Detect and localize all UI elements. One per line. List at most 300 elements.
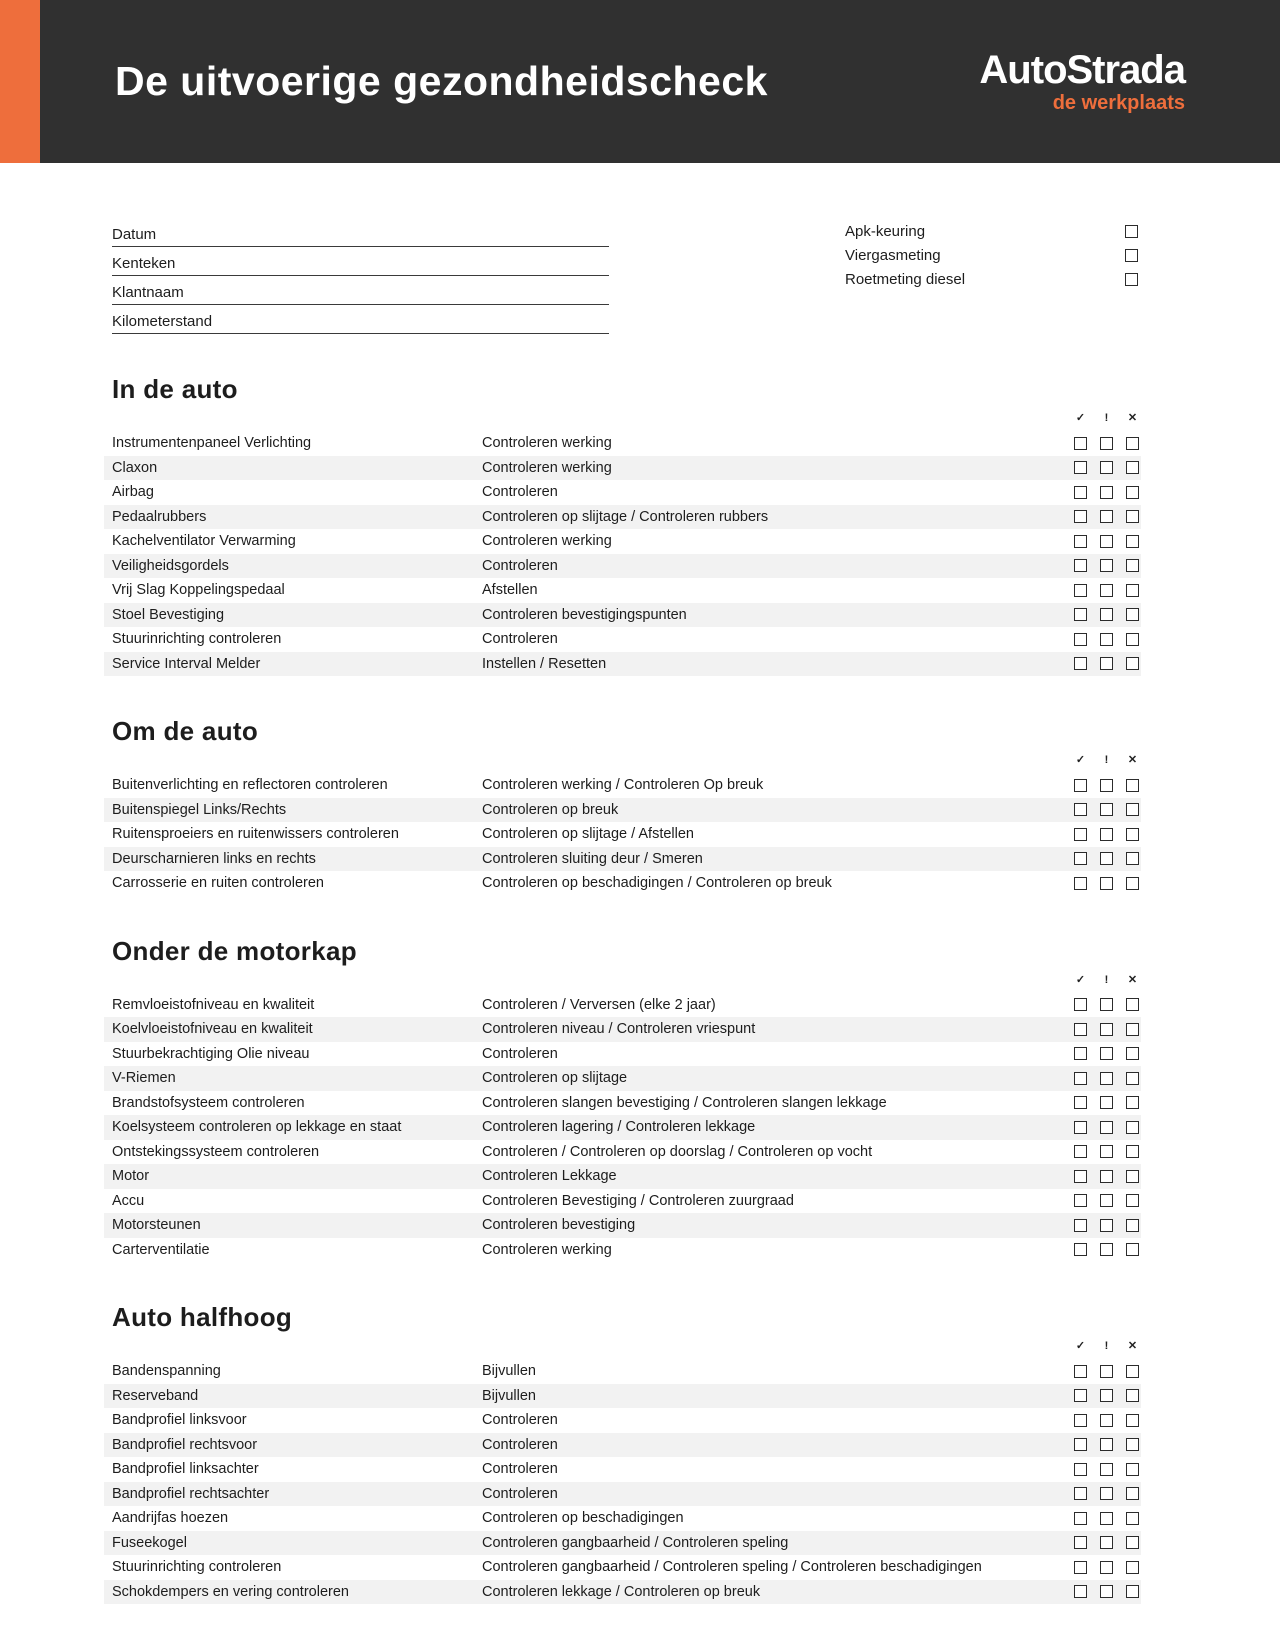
checkbox-warn[interactable] xyxy=(1100,608,1113,621)
checkbox-warn[interactable] xyxy=(1100,1243,1113,1256)
row-checkboxes xyxy=(1074,1121,1139,1134)
section xyxy=(104,1302,1141,1604)
checkbox-fail[interactable] xyxy=(1126,1047,1139,1060)
checkbox-fail[interactable] xyxy=(1126,1512,1139,1525)
form-field-label: Kenteken xyxy=(112,255,176,272)
column-header-icons xyxy=(104,1340,1141,1353)
row-action-label: Controleren werking xyxy=(482,533,612,550)
section-title: In de auto xyxy=(112,374,238,404)
row-action-label: Controleren xyxy=(482,484,558,501)
checkbox-ok[interactable] xyxy=(1074,852,1087,865)
exclamation-icon: ! xyxy=(1104,973,1109,986)
page-header xyxy=(0,0,1280,163)
checkbox-warn[interactable] xyxy=(1100,803,1113,816)
row-action-label: Controleren xyxy=(482,1461,558,1478)
row-checkboxes xyxy=(1074,877,1139,890)
header-bar xyxy=(40,0,1280,163)
checkbox-ok[interactable] xyxy=(1074,461,1087,474)
checkbox-fail[interactable] xyxy=(1126,608,1139,621)
row-checkboxes xyxy=(1074,1145,1139,1158)
checkbox-warn[interactable] xyxy=(1100,1023,1113,1036)
row-action-label: Controleren bevestiging xyxy=(482,1217,636,1234)
checkbox-ok[interactable] xyxy=(1074,1072,1087,1085)
row-item-label: Brandstofsysteem controleren xyxy=(112,1094,305,1111)
checkbox-fail[interactable] xyxy=(1126,877,1139,890)
checkbox-ok[interactable] xyxy=(1074,633,1087,646)
checkbox-fail[interactable] xyxy=(1126,486,1139,499)
table-row xyxy=(104,529,1141,554)
checkbox-ok[interactable] xyxy=(1074,1219,1087,1232)
row-item-label: Motorsteunen xyxy=(112,1217,201,1234)
checkbox-ok[interactable] xyxy=(1074,877,1087,890)
checkbox-warn[interactable] xyxy=(1100,1536,1113,1549)
checkbox-ok[interactable] xyxy=(1074,803,1087,816)
table-row xyxy=(104,1091,1141,1116)
row-item-label: Stuurinrichting controleren xyxy=(112,631,282,648)
row-action-label: Controleren sluiting deur / Smeren xyxy=(482,850,703,867)
table-row xyxy=(104,1457,1141,1482)
checkbox-warn[interactable] xyxy=(1100,877,1113,890)
checkbox-ok[interactable] xyxy=(1074,1487,1087,1500)
row-checkboxes xyxy=(1074,1512,1139,1525)
row-checkboxes xyxy=(1074,1023,1139,1036)
row-checkboxes xyxy=(1074,535,1139,548)
row-action-label: Bijvullen xyxy=(482,1387,536,1404)
checkbox-fail[interactable] xyxy=(1126,1389,1139,1402)
row-action-label: Controleren op slijtage xyxy=(482,1070,628,1087)
row-item-label: Service Interval Melder xyxy=(112,655,261,672)
checkbox-warn[interactable] xyxy=(1100,461,1113,474)
checkbox-ok[interactable] xyxy=(1074,1047,1087,1060)
inspection-row xyxy=(845,267,1141,291)
row-checkboxes xyxy=(1074,1047,1139,1060)
checkbox-ok[interactable] xyxy=(1074,1170,1087,1183)
checkbox-ok[interactable] xyxy=(1074,608,1087,621)
row-item-label: Buitenverlichting en reflectoren controleren xyxy=(112,777,388,794)
table-row xyxy=(104,1042,1141,1067)
row-action-label: Controleren xyxy=(482,631,558,648)
checkbox-fail[interactable] xyxy=(1126,1585,1139,1598)
checkbox-ok[interactable] xyxy=(1074,1536,1087,1549)
table-row xyxy=(104,1482,1141,1507)
row-checkboxes xyxy=(1074,486,1139,499)
row-action-label: Controleren op slijtage / Afstellen xyxy=(482,826,694,843)
row-checkboxes xyxy=(1074,633,1139,646)
row-item-label: Accu xyxy=(112,1192,145,1209)
row-action-label: Controleren xyxy=(482,557,558,574)
table-row xyxy=(104,798,1141,823)
row-action-label: Controleren gangbaarheid / Controleren speling / Controleren beschadigingen xyxy=(482,1559,982,1576)
row-checkboxes xyxy=(1074,584,1139,597)
row-checkboxes xyxy=(1074,1243,1139,1256)
checkbox-warn[interactable] xyxy=(1100,584,1113,597)
row-checkboxes xyxy=(1074,1389,1139,1402)
table-row xyxy=(104,1164,1141,1189)
row-checkboxes xyxy=(1074,461,1139,474)
checkbox-fail[interactable] xyxy=(1126,1145,1139,1158)
checkbox-ok[interactable] xyxy=(1074,828,1087,841)
row-item-label: Instrumentenpaneel Verlichting xyxy=(112,435,312,452)
checkbox-ok[interactable] xyxy=(1074,535,1087,548)
row-action-label: Controleren lagering / Controleren lekkage xyxy=(482,1119,756,1136)
row-item-label: V-Riemen xyxy=(112,1070,176,1087)
row-checkboxes xyxy=(1074,1072,1139,1085)
table-row xyxy=(104,603,1141,628)
table-row xyxy=(104,431,1141,456)
form-field-label: Kilometerstand xyxy=(112,313,213,330)
table-row xyxy=(104,456,1141,481)
row-action-label: Controleren op beschadigingen / Controleren op breuk xyxy=(482,875,832,892)
checkbox-fail[interactable] xyxy=(1126,461,1139,474)
table-row xyxy=(104,1433,1141,1458)
checkbox-warn[interactable] xyxy=(1100,1170,1113,1183)
table-row xyxy=(104,1555,1141,1580)
row-item-label: Carrosserie en ruiten controleren xyxy=(112,875,324,892)
exclamation-icon: ! xyxy=(1104,754,1109,766)
row-item-label: Remvloeistofniveau en kwaliteit xyxy=(112,996,315,1013)
row-item-label: Fuseekogel xyxy=(112,1534,187,1551)
table-row xyxy=(104,871,1141,896)
checkbox-warn[interactable] xyxy=(1100,1145,1113,1158)
column-header-icons xyxy=(104,754,1141,767)
checkbox-warn[interactable] xyxy=(1100,1463,1113,1476)
row-item-label: Motor xyxy=(112,1168,150,1185)
row-checkboxes xyxy=(1074,828,1139,841)
checkbox-ok[interactable] xyxy=(1074,1561,1087,1574)
checkbox-ok[interactable] xyxy=(1074,1389,1087,1402)
checkbox-fail[interactable] xyxy=(1126,1219,1139,1232)
checkbox-ok[interactable] xyxy=(1074,1145,1087,1158)
row-item-label: Bandprofiel linksachter xyxy=(112,1461,259,1478)
row-action-label: Controleren xyxy=(482,1412,558,1429)
checkbox-ok[interactable] xyxy=(1074,559,1087,572)
column-header-icons xyxy=(104,974,1141,987)
checkbox-warn[interactable] xyxy=(1100,998,1113,1011)
checkbox-ok[interactable] xyxy=(1074,998,1087,1011)
checkbox-fail[interactable] xyxy=(1126,852,1139,865)
row-checkboxes xyxy=(1074,1438,1139,1451)
row-checkboxes xyxy=(1074,1487,1139,1500)
row-checkboxes xyxy=(1074,998,1139,1011)
check-icon: ✓ xyxy=(1075,412,1086,424)
checkbox-ok[interactable] xyxy=(1074,510,1087,523)
checkbox-warn[interactable] xyxy=(1100,657,1113,670)
table-row xyxy=(104,1531,1141,1556)
row-item-label: Aandrijfas hoezen xyxy=(112,1510,229,1527)
row-action-label: Bijvullen xyxy=(482,1363,536,1380)
form-field-line[interactable] xyxy=(112,305,609,334)
checkbox[interactable] xyxy=(1125,273,1138,286)
row-action-label: Controleren xyxy=(482,1436,558,1453)
checkbox-fail[interactable] xyxy=(1126,1438,1139,1451)
checkbox-warn[interactable] xyxy=(1100,1072,1113,1085)
row-item-label: Pedaalrubbers xyxy=(112,508,207,525)
sections xyxy=(104,374,1141,1604)
table-row xyxy=(104,554,1141,579)
checkbox-fail[interactable] xyxy=(1126,803,1139,816)
checkbox-ok[interactable] xyxy=(1074,1096,1087,1109)
section-rows xyxy=(104,431,1141,676)
checkbox-warn[interactable] xyxy=(1100,1096,1113,1109)
row-checkboxes xyxy=(1074,437,1139,450)
checkbox-warn[interactable] xyxy=(1100,1487,1113,1500)
checkbox-fail[interactable] xyxy=(1126,559,1139,572)
row-action-label: Controleren xyxy=(482,1045,558,1062)
checkbox-warn[interactable] xyxy=(1100,437,1113,450)
table-row xyxy=(104,1359,1141,1384)
row-action-label: Controleren op slijtage / Controleren rubbers xyxy=(482,508,769,525)
table-row xyxy=(104,822,1141,847)
checkbox-fail[interactable] xyxy=(1126,779,1139,792)
checkbox-warn[interactable] xyxy=(1100,1512,1113,1525)
checkbox-warn[interactable] xyxy=(1100,510,1113,523)
checkbox-warn[interactable] xyxy=(1100,1438,1113,1451)
checkbox-ok[interactable] xyxy=(1074,486,1087,499)
row-item-label: Claxon xyxy=(112,459,158,476)
checkbox-ok[interactable] xyxy=(1074,1243,1087,1256)
inspection-row xyxy=(845,243,1141,267)
checkbox-ok[interactable] xyxy=(1074,1365,1087,1378)
checkbox-ok[interactable] xyxy=(1074,584,1087,597)
checkbox-fail[interactable] xyxy=(1126,1170,1139,1183)
row-checkboxes xyxy=(1074,510,1139,523)
checkbox-warn[interactable] xyxy=(1100,1194,1113,1207)
checkbox-warn[interactable] xyxy=(1100,535,1113,548)
brand-logo xyxy=(979,50,1185,113)
row-item-label: Schokdempers en vering controleren xyxy=(112,1583,349,1600)
checkbox-warn[interactable] xyxy=(1100,828,1113,841)
checkbox-ok[interactable] xyxy=(1074,1585,1087,1598)
form-field-line[interactable] xyxy=(112,247,609,276)
row-action-label: Controleren werking / Controleren Op breuk xyxy=(482,777,764,794)
inspection-checks xyxy=(845,219,1141,334)
checkbox-ok[interactable] xyxy=(1074,657,1087,670)
checkbox-fail[interactable] xyxy=(1126,1536,1139,1549)
row-checkboxes xyxy=(1074,1585,1139,1598)
exclamation-icon: ! xyxy=(1104,1340,1109,1352)
form-fields xyxy=(112,218,609,334)
row-item-label: Veiligheidsgordels xyxy=(112,557,229,574)
cross-icon: ✕ xyxy=(1127,412,1138,424)
checkbox-fail[interactable] xyxy=(1126,1463,1139,1476)
section xyxy=(104,936,1141,1263)
checkbox-ok[interactable] xyxy=(1074,1414,1087,1427)
row-item-label: Ruitensproeiers en ruitenwissers controleren xyxy=(112,826,399,843)
checkbox-fail[interactable] xyxy=(1126,828,1139,841)
row-action-label: Controleren gangbaarheid / Controleren speling xyxy=(482,1534,789,1551)
row-action-label: Controleren op breuk xyxy=(482,801,619,818)
checkbox-warn[interactable] xyxy=(1100,633,1113,646)
row-action-label: Controleren werking xyxy=(482,459,612,476)
checkbox-fail[interactable] xyxy=(1126,584,1139,597)
row-item-label: Bandprofiel linksvoor xyxy=(112,1412,247,1429)
table-row xyxy=(104,1115,1141,1140)
brand-name: AutoStrada xyxy=(979,48,1185,92)
accent-stripe xyxy=(0,0,40,163)
checkbox-warn[interactable] xyxy=(1100,1561,1113,1574)
row-checkboxes xyxy=(1074,1219,1139,1232)
checkbox-ok[interactable] xyxy=(1074,1512,1087,1525)
form-field-label: Datum xyxy=(112,226,157,243)
checkbox-fail[interactable] xyxy=(1126,1487,1139,1500)
check-icon: ✓ xyxy=(1075,754,1086,766)
row-item-label: Vrij Slag Koppelingspedaal xyxy=(112,582,285,599)
table-row xyxy=(104,1140,1141,1165)
inspection-label: Viergasmeting xyxy=(845,246,941,264)
row-item-label: Ontstekingssysteem controleren xyxy=(112,1143,320,1160)
table-row xyxy=(104,1384,1141,1409)
checkbox-ok[interactable] xyxy=(1074,779,1087,792)
checkbox-fail[interactable] xyxy=(1126,437,1139,450)
row-checkboxes xyxy=(1074,559,1139,572)
row-item-label: Stoel Bevestiging xyxy=(112,606,225,623)
row-checkboxes xyxy=(1074,657,1139,670)
checkbox-fail[interactable] xyxy=(1126,1365,1139,1378)
section-rows xyxy=(104,773,1141,896)
row-item-label: Kachelventilator Verwarming xyxy=(112,533,296,550)
table-row xyxy=(104,652,1141,677)
row-item-label: Stuurbekrachtiging Olie niveau xyxy=(112,1045,310,1062)
table-row xyxy=(104,480,1141,505)
checkbox[interactable] xyxy=(1125,225,1138,238)
row-checkboxes xyxy=(1074,1463,1139,1476)
checkbox-warn[interactable] xyxy=(1100,1121,1113,1134)
row-checkboxes xyxy=(1074,779,1139,792)
row-checkboxes xyxy=(1074,1414,1139,1427)
row-action-label: Controleren xyxy=(482,1485,558,1502)
row-checkboxes xyxy=(1074,852,1139,865)
table-row xyxy=(104,1238,1141,1263)
table-row xyxy=(104,1213,1141,1238)
section-rows xyxy=(104,1359,1141,1604)
checkbox-warn[interactable] xyxy=(1100,1219,1113,1232)
row-item-label: Carterventilatie xyxy=(112,1241,210,1258)
section-title: Onder de motorkap xyxy=(112,935,357,966)
row-checkboxes xyxy=(1074,1194,1139,1207)
checkbox-warn[interactable] xyxy=(1100,1585,1113,1598)
row-item-label: Bandprofiel rechtsvoor xyxy=(112,1436,258,1453)
row-action-label: Controleren werking xyxy=(482,1241,612,1258)
row-checkboxes xyxy=(1074,1536,1139,1549)
row-item-label: Bandenspanning xyxy=(112,1363,221,1380)
checkbox-fail[interactable] xyxy=(1126,1023,1139,1036)
checkbox-ok[interactable] xyxy=(1074,437,1087,450)
table-row xyxy=(104,1189,1141,1214)
checkbox-warn[interactable] xyxy=(1100,1389,1113,1402)
cross-icon: ✕ xyxy=(1127,754,1138,766)
row-action-label: Controleren slangen bevestiging / Controleren slangen lekkage xyxy=(482,1094,887,1111)
section-title: Om de auto xyxy=(112,716,259,746)
brand-tagline: de werkplaats xyxy=(1052,92,1185,114)
row-checkboxes xyxy=(1074,803,1139,816)
checkbox-ok[interactable] xyxy=(1074,1194,1087,1207)
checkbox-warn[interactable] xyxy=(1100,852,1113,865)
row-checkboxes xyxy=(1074,1365,1139,1378)
cross-icon: ✕ xyxy=(1127,1340,1138,1352)
table-row xyxy=(104,578,1141,603)
inspection-row xyxy=(845,219,1141,243)
check-icon: ✓ xyxy=(1075,1340,1086,1352)
checkbox-ok[interactable] xyxy=(1074,1121,1087,1134)
check-icon: ✓ xyxy=(1075,973,1086,986)
checkbox-fail[interactable] xyxy=(1126,1096,1139,1109)
checkbox-fail[interactable] xyxy=(1126,1243,1139,1256)
table-row xyxy=(104,627,1141,652)
row-item-label: Koelsysteem controleren op lekkage en staat xyxy=(112,1119,402,1136)
checkbox-warn[interactable] xyxy=(1100,486,1113,499)
section-rows xyxy=(104,993,1141,1263)
column-header-icons xyxy=(104,412,1141,425)
row-checkboxes xyxy=(1074,608,1139,621)
checkbox-ok[interactable] xyxy=(1074,1438,1087,1451)
row-checkboxes xyxy=(1074,1096,1139,1109)
checkbox-fail[interactable] xyxy=(1126,1194,1139,1207)
checkbox-fail[interactable] xyxy=(1126,1121,1139,1134)
table-row xyxy=(104,993,1141,1018)
row-item-label: Deurscharnieren links en rechts xyxy=(112,850,316,867)
form-field-line[interactable] xyxy=(112,218,609,247)
checkbox-warn[interactable] xyxy=(1100,1365,1113,1378)
row-checkboxes xyxy=(1074,1561,1139,1574)
checkbox-fail[interactable] xyxy=(1126,657,1139,670)
checkbox-warn[interactable] xyxy=(1100,1414,1113,1427)
checkbox[interactable] xyxy=(1125,249,1138,262)
table-row xyxy=(104,847,1141,872)
form-field-label: Klantnaam xyxy=(112,284,184,301)
form-field-line[interactable] xyxy=(112,276,609,305)
checkbox-fail[interactable] xyxy=(1126,998,1139,1011)
checkbox-ok[interactable] xyxy=(1074,1463,1087,1476)
checkbox-warn[interactable] xyxy=(1100,559,1113,572)
row-action-label: Controleren bevestigingspunten xyxy=(482,606,687,623)
checkbox-fail[interactable] xyxy=(1126,535,1139,548)
row-checkboxes xyxy=(1074,1170,1139,1183)
table-row xyxy=(104,505,1141,530)
checkbox-warn[interactable] xyxy=(1100,779,1113,792)
form-area xyxy=(104,218,1141,334)
row-item-label: Bandprofiel rechtsachter xyxy=(112,1485,270,1502)
row-action-label: Controleren / Controleren op doorslag / Controleren op vocht xyxy=(482,1143,873,1160)
inspection-label: Roetmeting diesel xyxy=(845,270,966,288)
row-action-label: Controleren Lekkage xyxy=(482,1168,617,1185)
row-action-label: Controleren lekkage / Controleren op breuk xyxy=(482,1583,761,1600)
checkbox-fail[interactable] xyxy=(1126,1414,1139,1427)
checkbox-fail[interactable] xyxy=(1126,1561,1139,1574)
table-row xyxy=(104,1066,1141,1091)
row-action-label: Controleren werking xyxy=(482,435,612,452)
table-row xyxy=(104,1506,1141,1531)
checkbox-warn[interactable] xyxy=(1100,1047,1113,1060)
table-row xyxy=(104,1580,1141,1605)
checkbox-fail[interactable] xyxy=(1126,510,1139,523)
cross-icon: ✕ xyxy=(1127,973,1138,986)
row-action-label: Controleren op beschadigingen xyxy=(482,1510,684,1527)
row-item-label: Airbag xyxy=(112,484,154,501)
table-row xyxy=(104,1408,1141,1433)
section-title: Auto halfhoog xyxy=(112,1302,293,1332)
checkbox-fail[interactable] xyxy=(1126,633,1139,646)
checkbox-fail[interactable] xyxy=(1126,1072,1139,1085)
table-row xyxy=(104,1017,1141,1042)
section xyxy=(104,716,1141,896)
section xyxy=(104,374,1141,676)
row-item-label: Reserveband xyxy=(112,1387,199,1404)
row-item-label: Buitenspiegel Links/Rechts xyxy=(112,801,287,818)
inspection-label: Apk-keuring xyxy=(845,222,926,240)
checkbox-ok[interactable] xyxy=(1074,1023,1087,1036)
page-title: De uitvoerige gezondheidscheck xyxy=(115,58,768,104)
row-action-label: Instellen / Resetten xyxy=(482,655,607,672)
